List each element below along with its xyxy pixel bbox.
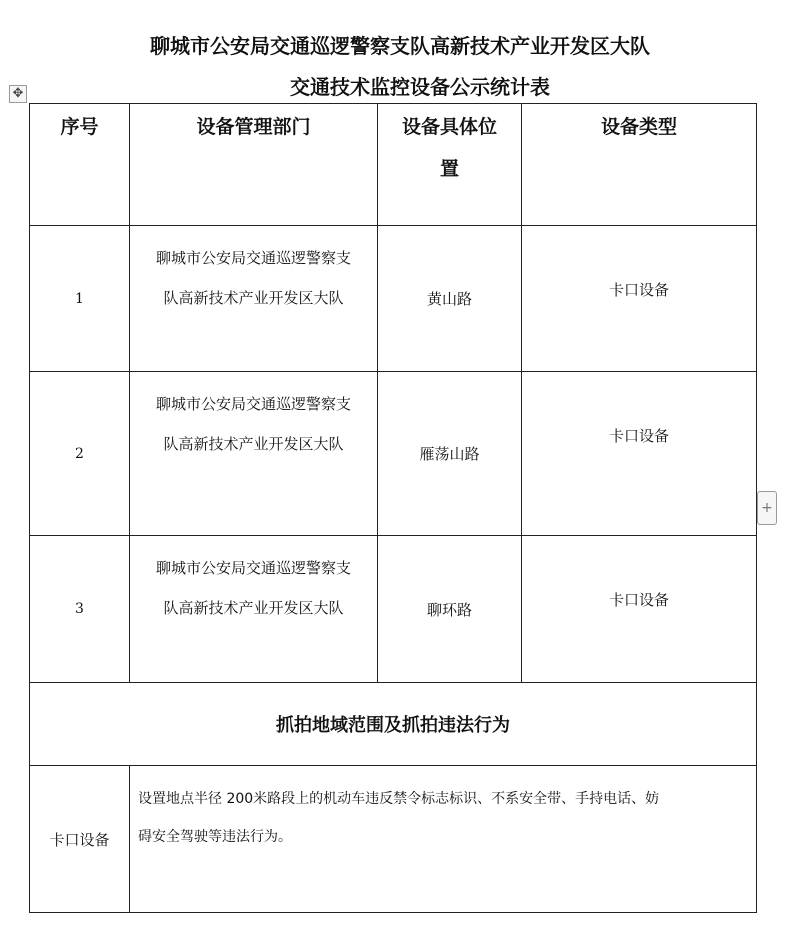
header-location-line2: 置: [439, 158, 459, 180]
header-equipment-type: 设备类型: [522, 104, 757, 226]
header-serial-number: 序号: [30, 104, 130, 226]
section-title: 抓拍地域范围及抓拍违法行为: [30, 683, 757, 766]
table-header-row: [30, 104, 757, 226]
row-number: 1: [30, 226, 130, 372]
row-number: 2: [30, 372, 130, 536]
section-title-row: [30, 683, 757, 766]
row-location: 雁荡山路: [378, 372, 522, 536]
dept-line2: 队高新技术产业开发区大队: [163, 599, 344, 617]
header-location-line1: 设备具体位: [401, 116, 497, 138]
header-location: [378, 104, 522, 226]
row-number: 3: [30, 536, 130, 683]
row-type: 卡口设备: [522, 372, 757, 536]
table-row: [30, 226, 757, 372]
row-type: 卡口设备: [522, 226, 757, 372]
dept-line2: 队高新技术产业开发区大队: [163, 289, 344, 307]
table-row: [30, 536, 757, 683]
dept-line1: 聊城市公安局交通巡逻警察支: [155, 559, 351, 577]
row-department: [130, 226, 378, 372]
row-department: [130, 372, 378, 536]
equipment-table: [29, 103, 757, 913]
add-column-handle-icon[interactable]: +: [757, 491, 777, 525]
document-title-line2: 交通技术监控设备公示统计表: [290, 75, 550, 99]
document-title-line1: 聊城市公安局交通巡逻警察支队高新技术产业开发区大队: [150, 34, 650, 58]
row-location: 黄山路: [378, 226, 522, 372]
capture-row: [30, 766, 757, 913]
dept-line1: 聊城市公安局交通巡逻警察支: [155, 249, 351, 267]
dept-line1: 聊城市公安局交通巡逻警察支: [155, 395, 351, 413]
capture-description: [130, 766, 757, 913]
row-department: [130, 536, 378, 683]
row-type: 卡口设备: [522, 536, 757, 683]
capture-category: 卡口设备: [30, 766, 130, 913]
dept-line2: 队高新技术产业开发区大队: [163, 435, 344, 453]
row-location: 聊环路: [378, 536, 522, 683]
table-move-handle-icon[interactable]: ✥: [9, 85, 27, 103]
capture-description-line1: 设置地点半径 200米路段上的机动车违反禁令标志标识、不系安全带、手持电话、妨: [138, 791, 660, 807]
header-management-dept: 设备管理部门: [130, 104, 378, 226]
capture-description-line2: 碍安全驾驶等违法行为。: [138, 829, 292, 845]
table-row: [30, 372, 757, 536]
